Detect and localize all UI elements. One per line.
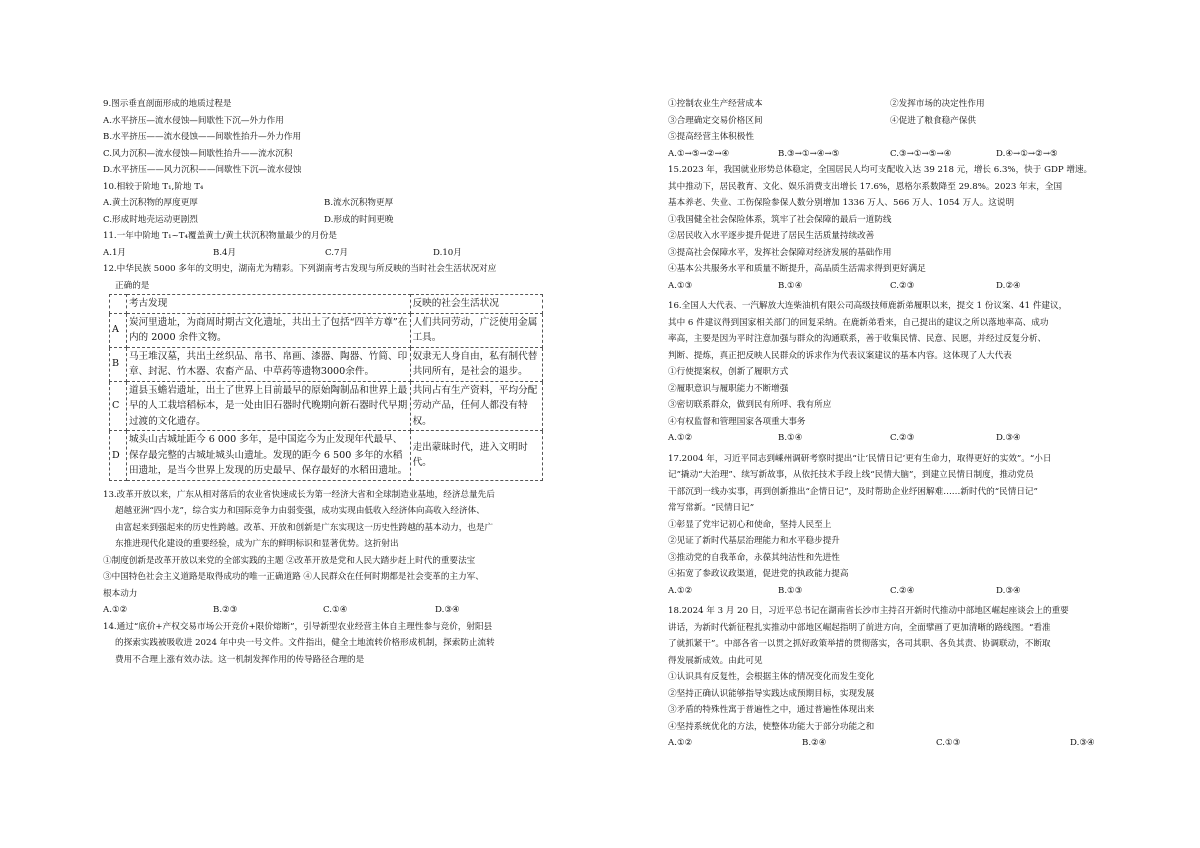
q14-item-2: ②发挥市场的决定性作用 bbox=[890, 99, 985, 109]
q17-options bbox=[668, 583, 1108, 600]
q15-stem-line2: 其中推动下，居民教育、文化、娱乐消费支出增长 17.6%，恩格尔系数降至 29.8%。2023 年末，全国 bbox=[668, 181, 1063, 192]
q10-stem: 10.相较于阶地 T₁,阶地 T₄ bbox=[103, 181, 204, 192]
q11-option-c: C.7月 bbox=[325, 247, 349, 258]
q18-item-4: ④坚持系统优化的方法，使整体功能大于部分功能之和 bbox=[668, 721, 875, 732]
q17-option-a: A.①② bbox=[668, 585, 693, 596]
q16-option-a: A.①② bbox=[668, 433, 693, 443]
q14-option-d: D.④→①→②→⑤ bbox=[996, 148, 1058, 159]
q9-option-d: D.水平挤压——风力沉积——间歇性下沉—流水侵蚀 bbox=[103, 165, 302, 175]
row-status: 走出蒙昧时代，进入文明时代。 bbox=[410, 431, 542, 481]
row-status: 人们共同劳动，广泛使用金属工具。 bbox=[410, 313, 542, 347]
q17-item-2: ②见证了新时代基层治理能力和水平稳步提升 bbox=[668, 536, 840, 546]
q13-option-d: D.③④ bbox=[435, 605, 460, 615]
q14-item-5: ⑤提高经营主体积极性 bbox=[668, 132, 754, 142]
q16-option-b: B.①④ bbox=[778, 433, 803, 443]
table-row bbox=[110, 381, 543, 431]
q10-option-c: C.形成时地壳运动更剧烈 bbox=[103, 214, 198, 225]
q18-stem-line1: 18.2024 年 3 月 20 日，习近平总书记在湖南省长沙市主持召开新时代推动中部地区崛起座谈会上的重要 bbox=[668, 606, 1069, 616]
row-label: C bbox=[110, 381, 127, 431]
q16-stem-line3: 率高，主要是因为平时注意加强与群众的沟通联系，善于收集民情、民意、民愿，并经过反复分析、 bbox=[668, 334, 1047, 344]
row-find: 马王堆汉墓，共出土丝织品、帛书、帛画、漆器、陶器、竹简、印章、封泥、竹木器、农畜产品、中草药等遗物3000余件。 bbox=[126, 347, 410, 381]
q18-stem-line2: 讲话，为新时代新征程扎实推动中部地区崛起指明了前进方向，全面擘画了更加清晰的路线图。“看准 bbox=[668, 622, 1051, 633]
q14-item-1: ①控制农业生产经营成本 bbox=[668, 99, 763, 109]
q10-option-b: B.流水沉积物更厚 bbox=[324, 198, 394, 208]
q16-stem-line1: 16.全国人大代表、一汽解放大连柴油机有限公司高级技师鹿新弟履职以来，提交 1 份议案、41 件建议， bbox=[668, 301, 1068, 311]
q16-option-d: D.③④ bbox=[996, 433, 1021, 443]
q15-options bbox=[668, 278, 1108, 295]
table-row bbox=[110, 347, 543, 381]
q14-stem-line1: 14.通过“底价+产权交易市场公开竞价+限价熔断”，引导新型农业经营主体自主理性参与竞价，射阳县 bbox=[103, 621, 493, 632]
table-header-find: 考古发现 bbox=[126, 295, 410, 314]
row-find: 炭河里遗址，为商周时期古文化遗址，共出土了包括“四羊方尊”在内的 2000 余件文物。 bbox=[126, 313, 410, 347]
q16-options bbox=[668, 430, 1108, 447]
row-label: D bbox=[110, 431, 127, 481]
q18-option-b: B.②④ bbox=[802, 738, 827, 748]
q17-option-d: D.③④ bbox=[996, 585, 1021, 596]
q15-item-2: ②居民收入水平逐步提升促进了居民生活质量持续改善 bbox=[668, 231, 875, 241]
q18-stem-line3: 了就抓紧干”。中部各省一以贯之抓好政策举措的贯彻落实，各司其职、各负其责、协调联动，不断取 bbox=[668, 639, 1051, 649]
q13-stem-line2: 超越亚洲“四小龙”，综合实力和国际竞争力由弱变强，成功实现由低收入经济体向高收入经济体、 bbox=[115, 506, 485, 516]
q11-option-a: A.1月 bbox=[103, 247, 126, 258]
q13-option-a: A.①② bbox=[103, 605, 128, 615]
q10-options-row2 bbox=[103, 212, 543, 229]
q14-stem-line3: 费用不合理上涨有效办法。这一机制发挥作用的传导路径合理的是 bbox=[115, 654, 365, 665]
row-find: 道县玉蟾岩遗址，出土了世界上目前最早的原始陶制品和世界上最早的人工栽培稻标本，是一处由旧石器时代晚期向新石器时代早期过渡的文化遗存。 bbox=[126, 381, 410, 431]
q15-stem-line1: 15.2023 年，我国就业形势总体稳定，全国居民人均可支配收入达 39 218 元，增长 6.3%，快于 GDP 增速。 bbox=[668, 165, 1093, 175]
q9-option-b: B.水平挤压——流水侵蚀——间歇性抬升—外力作用 bbox=[103, 132, 302, 142]
q15-option-d: D.②④ bbox=[996, 280, 1021, 291]
q18-option-c: C.①③ bbox=[936, 738, 961, 748]
q16-option-c: C.②③ bbox=[890, 433, 915, 443]
row-find: 城头山古城址距今 6 000 多年，是中国迄今为止发现年代最早、保存最完整的古城址城头山遗址。发现的距今 6 500 多年的水稻田遗址，是当今世界上发现的历史最早、保存最好的水稻田遗址。 bbox=[126, 431, 410, 481]
q13-stem-line3: 由富起来到强起来的历史性跨越。改革、开放和创新是广东实现这一历史性跨越的基本动力，也是广 bbox=[115, 522, 494, 533]
q14-stem-line2: 的探索实践被吸收进 2024 年中央一号文件。文件指出，健全土地流转价格形成机制，探索防止流转 bbox=[115, 638, 495, 648]
q11-options bbox=[103, 245, 543, 262]
right-column bbox=[668, 96, 1108, 752]
q15-item-4: ④基本公共服务水平和质量不断提升，高品质生活需求得到更好满足 bbox=[668, 264, 926, 274]
table-row bbox=[110, 313, 543, 347]
q16-item-4: ④有权监督和管理国家各项重大事务 bbox=[668, 416, 806, 427]
q10-option-a: A.黄土沉积物的厚度更厚 bbox=[103, 198, 198, 208]
left-column bbox=[103, 96, 543, 668]
q18-option-a: A.①② bbox=[668, 738, 693, 748]
q17-stem-line1: 17.2004 年，习近平同志到嵊州调研考察时提出“让‘民情日记’更有生命力，取得更好的实效”。“小日 bbox=[668, 453, 1052, 464]
q18-item-3: ③矛盾的特殊性寓于普遍性之中，通过普遍性体现出来 bbox=[668, 705, 875, 715]
q13-option-b: B.②③ bbox=[213, 605, 238, 615]
q11-option-d: D.10月 bbox=[433, 247, 462, 258]
row-status: 共同占有生产资料，平均分配劳动产品，任何人都没有特权。 bbox=[410, 381, 542, 431]
q9-stem: 9.图示垂直剖面形成的地质过程是 bbox=[103, 99, 232, 109]
row-label: A bbox=[110, 313, 127, 347]
q14-items-row1 bbox=[668, 96, 1108, 113]
q13-option-c: C.①④ bbox=[323, 605, 348, 615]
q18-option-d: D.③④ bbox=[1070, 738, 1095, 748]
q14-item-4: ④促进了粮食稳产保供 bbox=[890, 115, 976, 126]
q12-stem-line1: 12.中华民族 5000 多年的文明史，湖南尤为精彩。下列湖南考古发现与所反映的当时社会生活状况对应 bbox=[103, 264, 497, 274]
q11-option-b: B.4月 bbox=[213, 247, 237, 258]
q17-stem-line4: 常写常新。“民情日记” bbox=[668, 503, 755, 513]
q18-stem-line4: 得发展新成效。由此可见 bbox=[668, 655, 763, 666]
q15-item-3: ③提高社会保障水平，发挥社会保障对经济发展的基础作用 bbox=[668, 247, 892, 258]
row-label: B bbox=[110, 347, 127, 381]
row-status: 奴隶无人身自由，私有制代替共同所有，是社会的退步。 bbox=[410, 347, 542, 381]
q13-item-line2: ③中国特色社会主义道路是取得成功的唯一正确道路 ④人民群众在任何时期都是社会变革的主力军、 bbox=[103, 572, 484, 582]
q15-option-c: C.②③ bbox=[890, 280, 915, 291]
q15-stem-line3: 基本养老、失业、工伤保险参保人数分别增加 1336 万人、566 万人、1054 万人。这说明 bbox=[668, 198, 1015, 208]
q14-item-3: ③合理确定交易价格区间 bbox=[668, 115, 763, 126]
q14-option-b: B.③→①→④→⑤ bbox=[778, 148, 840, 159]
q16-item-3: ③密切联系群众，做到民有所呼、我有所应 bbox=[668, 400, 832, 410]
q17-stem-line2: 记”撬动“大治理”、续写新故事，从依托技术手段上线“民情大脑”，到建立民情日制度，推动党员 bbox=[668, 470, 1034, 480]
q9-option-c: C.风力沉积—流水侵蚀—间歇性抬升——流水沉积 bbox=[103, 148, 293, 159]
q17-item-4: ④拓宽了参政议政渠道，促进党的执政能力提高 bbox=[668, 569, 849, 579]
q16-item-2: ②履职意识与履职能力不断增强 bbox=[668, 383, 789, 394]
q14-items-row2 bbox=[668, 113, 1108, 130]
q16-stem-line2: 其中 6 件建议得到国家相关部门的回复采纳。在鹿新弟看来，自己提出的建议之所以落地率高、成功 bbox=[668, 317, 1049, 328]
q16-stem-line4: 判断、提炼，真正把反映人民群众的诉求作为代表议案建议的基本内容。这体现了人大代表 bbox=[668, 350, 1012, 361]
q14-option-c: C.③→①→⑤→④ bbox=[890, 148, 952, 159]
q11-stem: 11.一年中阶地 T₁~T₄覆盖黄土/黄土状沉积物量最少的月份是 bbox=[103, 231, 337, 241]
q13-options bbox=[103, 602, 543, 619]
q13-stem-line4: 东推进现代化建设的重要经验，成为广东的鲜明标识和显著优势。这折射出 bbox=[115, 539, 399, 549]
q10-option-d: D.形成的时间更晚 bbox=[324, 214, 394, 225]
q17-option-b: B.①③ bbox=[778, 585, 803, 596]
q18-item-1: ①认识具有反复性，会根据主体的情况变化而发生变化 bbox=[668, 672, 875, 682]
table-header-status: 反映的社会生活状况 bbox=[410, 295, 542, 314]
q15-option-a: A.①③ bbox=[668, 280, 693, 291]
q12-table bbox=[109, 294, 543, 481]
q17-option-c: C.②④ bbox=[890, 585, 915, 596]
q12-stem-line2: 正确的是 bbox=[115, 280, 150, 291]
q14-options bbox=[668, 146, 1108, 163]
q17-item-3: ③推动党的自我革命，永葆其纯洁性和先进性 bbox=[668, 552, 840, 563]
q15-item-1: ①我国健全社会保险体系，筑牢了社会保障的最后一道防线 bbox=[668, 214, 892, 225]
table-header-row bbox=[110, 295, 543, 314]
q13-item-line3: 根本动力 bbox=[103, 588, 138, 599]
q13-item-line1: ①制度创新是改革开放以来党的全部实践的主题 ②改革开放是党和人民大踏步赶上时代的重要法宝 bbox=[103, 555, 476, 566]
q16-item-1: ①行使提案权，创新了履职方式 bbox=[668, 367, 789, 377]
table-row bbox=[110, 431, 543, 481]
q18-options bbox=[668, 735, 1108, 752]
q10-options-row1 bbox=[103, 195, 543, 212]
q13-stem-line1: 13.改革开放以来，广东从相对落后的农业省快速成长为第一经济大省和全球制造业基地，经济总量先后 bbox=[103, 489, 495, 500]
q18-item-2: ②坚持正确认识能够指导实践达成预期目标，实现发展 bbox=[668, 688, 875, 699]
q17-item-1: ①彰显了党牢记初心和使命，坚持人民至上 bbox=[668, 519, 832, 530]
q15-option-b: B.①④ bbox=[778, 280, 803, 291]
q14-option-a: A.①→⑤→②→④ bbox=[668, 148, 730, 159]
q9-option-a: A.水平挤压—流水侵蚀—间歇性下沉—外力作用 bbox=[103, 115, 284, 126]
q17-stem-line3: 干部沉到一线办实事，再到创新推出“企情日记”，及时帮助企业纾困解难……新时代的“民情日记” bbox=[668, 486, 1038, 497]
